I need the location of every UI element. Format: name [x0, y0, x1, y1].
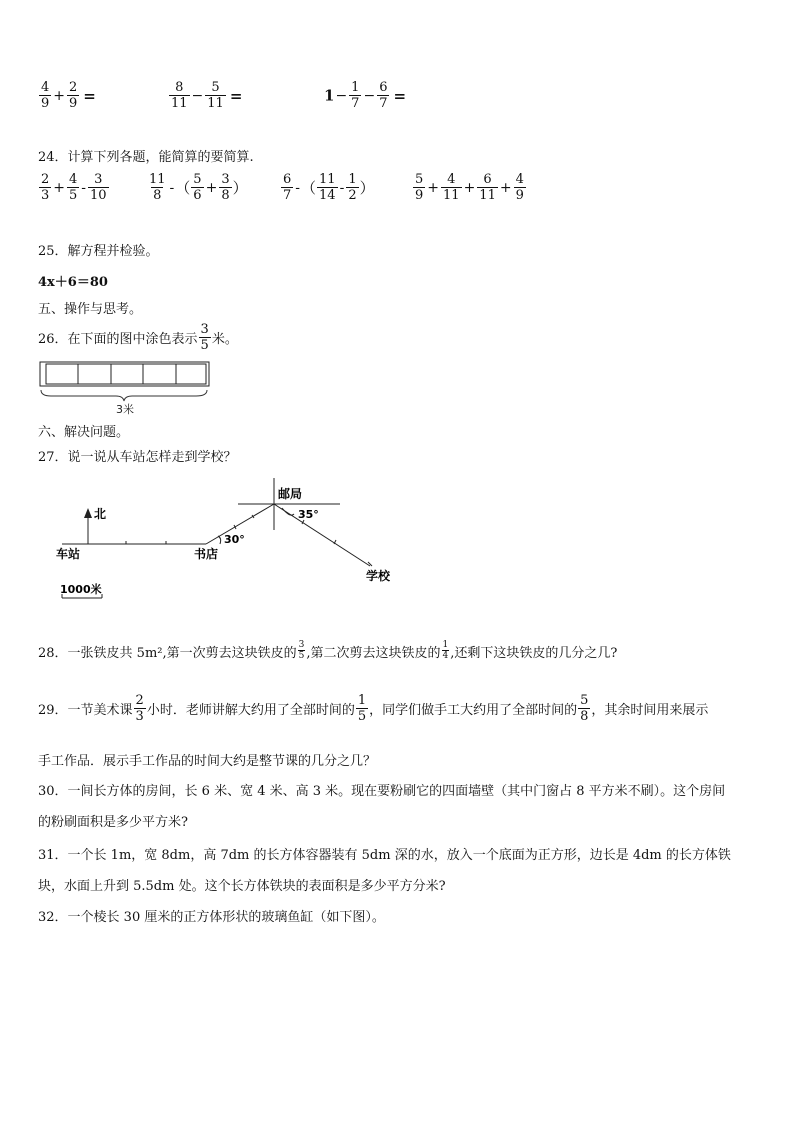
q31-line-2: 块，水面上升到 5.5dm 处。这个长方体铁块的表面积是多少平方分米?	[38, 879, 446, 894]
q30-line-1: 30．一间长方体的房间，长 6 米、宽 4 米、高 3 米。现在要粉刷它的四面墙壁（其中门窗占 8 平方米不刷）。这个房间	[38, 784, 726, 799]
expr-row1-1: $\frac{4}{9}$ + $\frac{2}{9}$ =	[41, 80, 96, 111]
bar-cell-1[interactable]	[46, 364, 78, 384]
label-angle-35: 35°	[298, 508, 319, 521]
brace-label: 3米	[116, 403, 134, 416]
bar-cell-4[interactable]	[143, 364, 176, 384]
expr-row1-2: $\frac{8}{11}$ − $\frac{5}{11}$ =	[171, 80, 243, 111]
q27-route-map	[40, 470, 440, 610]
q24-expr-4: $\frac{5}{9}$ + $\frac{4}{11}$ + $\frac{6}{11}$ + $\frac{4}{9}$	[415, 172, 524, 203]
q32-title: 32．一个棱长 30 厘米的正方体形状的玻璃鱼缸（如下图）。	[38, 910, 385, 925]
bar-cell-2[interactable]	[78, 364, 111, 384]
angle-arc-35	[282, 508, 294, 515]
label-school: 学校	[366, 569, 391, 583]
label-station: 车站	[56, 547, 81, 561]
bar-cells	[40, 362, 209, 386]
q29-line-1: 29．一节美术课 $\frac{2}{3}$ 小时．老师讲解大约用了全部时间的 $\frac{1}{5}$ ，同学们做手工大约用了全部时间的 $\frac{5}{8}$ ，其余时间用来展示	[38, 693, 709, 724]
expr-row1-3: 1− $\frac{1}{7}$ − $\frac{6}{7}$ =	[324, 80, 407, 111]
section-6-heading: 六、解决问题。	[38, 425, 130, 440]
label-post-office: 邮局	[278, 487, 303, 501]
bar-cell-3[interactable]	[111, 364, 143, 384]
label-angle-30: 30°	[224, 533, 245, 546]
q31-line-1: 31．一个长 1m，宽 8dm，高 7dm 的长方体容器装有 5dm 深的水，放入一个底面为正方形，边长是 4dm 的长方体铁	[38, 848, 731, 863]
q25-equation: 4x＋6＝80	[38, 275, 108, 290]
label-bookstore: 书店	[194, 547, 219, 561]
bar-outline	[40, 362, 209, 386]
q28-text: 28．一张铁皮共 5m²,第一次剪去这块铁皮的 $\frac{3}{5}$ ,第二次剪去这块铁皮的 $\frac{1}{4}$ ,还剩下这块铁皮的几分之几?	[38, 640, 618, 661]
q26-bar-figure	[36, 358, 216, 418]
q24-expr-1: $\frac{2}{3}$ + $\frac{4}{5}$ - $\frac{3}{10}$	[41, 172, 107, 203]
north-arrow-icon	[84, 508, 92, 518]
q24-title: 24．计算下列各题，能简算的要简算.	[38, 150, 254, 165]
q24-expr-2: $\frac{11}{8}$ -（ $\frac{5}{6}$ + $\frac{3}{8}$ ）	[149, 172, 248, 203]
label-north: 北	[94, 507, 107, 521]
q25-title: 25．解方程并检验。	[38, 244, 159, 259]
q24-expr-3: $\frac{6}{7}$ -（ $\frac{11}{14}$ - $\frac{1}{2}$ ）	[283, 172, 375, 203]
brace	[41, 390, 207, 401]
q30-line-2: 的粉刷面积是多少平方米?	[38, 815, 188, 830]
label-scale: 1000米	[60, 583, 102, 596]
q27-title: 27．说一说从车站怎样走到学校？	[38, 450, 237, 465]
road-post-school	[274, 504, 370, 566]
bar-cell-5[interactable]	[176, 364, 206, 384]
section-5-heading: 五、操作与思考。	[38, 302, 143, 317]
q29-line-2: 手工作品．展示手工作品的时间大约是整节课的几分之几？	[38, 754, 377, 769]
q26-prompt: 26．在下面的图中涂色表示 $\frac{3}{5}$ 米。	[38, 322, 238, 353]
